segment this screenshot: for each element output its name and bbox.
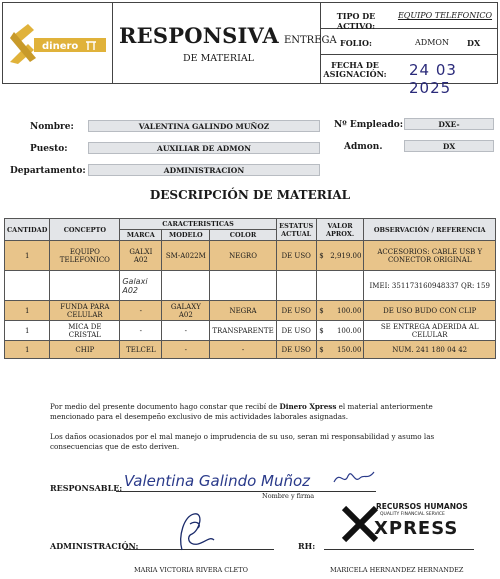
cell-estatus: DE USO (276, 241, 316, 271)
rh-stamp-line2: QUALITY FINANCIAL SERVICE (380, 512, 445, 517)
th-modelo: MODELO (162, 230, 210, 241)
fecha-value: 24 03 2025 (409, 61, 457, 97)
cell-valor: 100.00 (326, 321, 364, 341)
cell-color (210, 271, 276, 301)
nombre-label: Nombre: (30, 122, 74, 132)
administracion-signature (170, 506, 220, 554)
table-row (5, 301, 496, 321)
th-caracteristicas: CARACTERISTICAS (120, 219, 276, 230)
cell-cantidad: 1 (5, 321, 50, 341)
table-row (5, 321, 496, 341)
cell-modelo: GALAXY A02 (162, 301, 210, 321)
th-observacion: OBSERVACIÓN / REFERENCIA (364, 219, 496, 241)
rh-name: MARICELA HERNANDEZ HERNANDEZ (330, 566, 464, 574)
cell-observacion: ACCESORIOS: CABLE USB Y CONECTOR ORIGINAL (364, 241, 496, 271)
th-marca: MARCA (120, 230, 162, 241)
cell-moneda: $ (316, 241, 326, 271)
cell-estatus (276, 271, 316, 301)
cell-marca: GALXI A02 (120, 241, 162, 271)
cell-valor: 2,919.00 (326, 241, 364, 271)
cell-concepto: CHIP (50, 341, 120, 359)
cell-marca: - (120, 301, 162, 321)
title-line2: DE MATERIAL (183, 53, 254, 64)
logo-cell (3, 3, 113, 83)
departamento-field: ADMINISTRACION (88, 164, 320, 176)
cell-color: NEGRO (210, 241, 276, 271)
folio-label: FOLIO: (340, 38, 372, 48)
th-cantidad: CANTIDAD (5, 219, 50, 241)
cell-moneda: $ (316, 321, 326, 341)
cell-observacion: DE USO BUDO CON CLIP (364, 301, 496, 321)
empleado-label: Nº Empleado: (334, 120, 404, 130)
cell-moneda (316, 271, 326, 301)
cell-color: TRANSPARENTE (210, 321, 276, 341)
cell-valor (326, 271, 364, 301)
cell-estatus: DE USO (276, 321, 316, 341)
cell-cantidad: 1 (5, 301, 50, 321)
section-title: DESCRIPCIÓN DE MATERIAL (149, 188, 351, 202)
table-row (5, 241, 496, 271)
cell-marca: TELCEL (120, 341, 162, 359)
rh-stamp-line3: XPRESS (374, 518, 459, 539)
cell-modelo: SM-A022M (162, 241, 210, 271)
paragraph-liability: Los daños ocasionados por el mal manejo o imprudencia de su uso, seran mi responsabilidad y asumo las consecuencias que de esto deriven. (50, 432, 435, 451)
cell-concepto: EQUIPO TELEFONICO (50, 241, 120, 271)
cell-modelo: - (162, 321, 210, 341)
paragraph-receipt-c: el material anteriormente mencionado para el desempeño exclusivo de mis actividades laborales asignadas. (50, 402, 433, 421)
cell-color: NEGRA (210, 301, 276, 321)
th-valor: VALOR APROX. (316, 219, 364, 241)
dinero-xpress-logo (4, 4, 112, 82)
folio-value2: DX (467, 38, 481, 48)
cell-cantidad: 1 (5, 341, 50, 359)
admon-field: DX (404, 140, 494, 152)
cell-concepto: MICA DE CRISTAL (50, 321, 120, 341)
cell-moneda: $ (316, 301, 326, 321)
fecha-row (321, 55, 497, 97)
title-cell (113, 3, 337, 83)
table-row (5, 271, 496, 301)
admin-name: MARIA VICTORIA RIVERA CLETO (134, 566, 248, 574)
cell-marca: - (120, 321, 162, 341)
nombre-field: VALENTINA GALINDO MUÑOZ (88, 120, 320, 132)
responsable-label: RESPONSABLE: (50, 483, 123, 493)
signature-scribble (330, 466, 378, 488)
cell-moneda: $ (316, 341, 326, 359)
cell-valor: 100.00 (326, 301, 364, 321)
responsable-signature: Valentina Galindo Muñoz (124, 472, 311, 490)
cell-observacion: SE ENTREGA ADERIDA AL CELULAR (364, 321, 496, 341)
tipo-value: EQUIPO TELEFONICO (397, 11, 493, 20)
rh-label: RH: (298, 541, 316, 551)
cell-cantidad: 1 (5, 241, 50, 271)
rh-line (324, 549, 474, 550)
puesto-label: Puesto: (30, 144, 68, 154)
logo-text: dinero (42, 41, 79, 52)
empleado-field: DXE- (404, 118, 494, 130)
administracion-label: ADMINISTRACIÓN: (50, 541, 139, 551)
tipo-row (321, 3, 497, 29)
cell-concepto (50, 271, 120, 301)
paragraph-receipt (50, 402, 470, 422)
folio-value1: ADMON (415, 38, 449, 47)
fecha-label: FECHA DE ASIGNACIÓN: (323, 60, 387, 79)
th-estatus: ESTATUS ACTUAL (276, 219, 316, 241)
cell-modelo: - (162, 341, 210, 359)
cell-cantidad (5, 271, 50, 301)
cell-color: - (210, 341, 276, 359)
tipo-label: TIPO DE ACTIVO: (336, 11, 376, 31)
cell-marca-handwritten: Galaxi A02 (120, 271, 162, 301)
meta-cell (321, 3, 497, 97)
responsable-line (116, 491, 376, 492)
folio-row (321, 29, 497, 55)
cell-modelo (162, 271, 210, 301)
cell-concepto: FUNDA PARA CELULAR (50, 301, 120, 321)
cell-estatus: DE USO (276, 341, 316, 359)
cell-estatus: DE USO (276, 301, 316, 321)
title-main: RESPONSIVA (119, 23, 279, 48)
rh-stamp-line1: RECURSOS HUMANOS (376, 502, 468, 511)
material-table (4, 218, 496, 359)
table-row (5, 341, 496, 359)
th-color: COLOR (210, 230, 276, 241)
puesto-field: AUXILIAR DE ADMON (88, 142, 320, 154)
cell-observacion: IMEI: 351173160948337 QR: 159 (364, 271, 496, 301)
title-rest: ENTREGA (283, 35, 337, 46)
admon-label: Admon. (344, 142, 383, 152)
nombre-firma-label: Nombre y firma (262, 492, 315, 500)
paragraph-receipt-a: Por medio del presente documento hago constar que recibí de (50, 402, 280, 411)
rh-stamp (338, 500, 478, 546)
cell-valor: 150.00 (326, 341, 364, 359)
document-header (2, 2, 498, 97)
departamento-label: Departamento: (10, 166, 86, 176)
cell-observacion: NUM. 241 180 04 42 (364, 341, 496, 359)
company-name: Dinero Xpress (279, 402, 337, 411)
th-concepto: CONCEPTO (50, 219, 120, 241)
